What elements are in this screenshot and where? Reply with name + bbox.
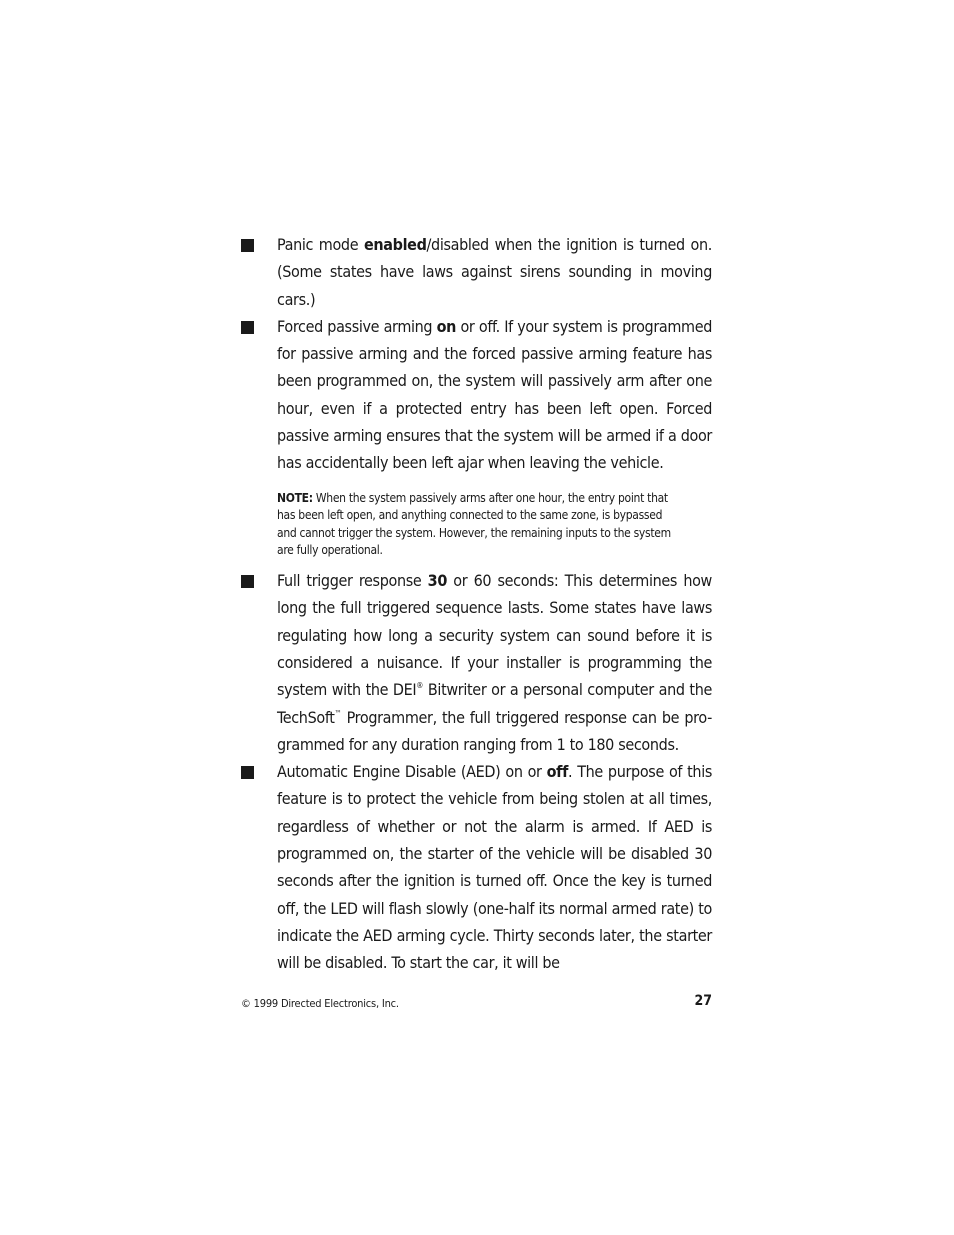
square-bullet-icon <box>241 239 254 252</box>
list-item-forced-passive-arming <box>241 313 712 477</box>
square-bullet-icon <box>241 321 254 334</box>
list-item-text: Forced passive arming on or off. If your system is programmed for passive arming and the forced passive arming feature has been programmed on, the system will passively arm after one hour, even if a protected entry has been left open. Forced passive arming ensures that the system will be armed if a door has accidentally been left ajar when leaving the vehicle. <box>277 316 712 473</box>
note-text: When the system passively arms after one hour, the entry point that has been left open, and anything connected to the same zone, is bypassed and cannot trigger the system. However, the remaining inputs to the system are fully operational. <box>277 490 671 558</box>
list-item-text: Panic mode enabled/disabled when the ignition is turned on. (Some states have laws against sirens sounding in moving cars.) <box>277 235 712 309</box>
list-item-panic-mode <box>241 231 712 313</box>
page-body <box>241 231 712 977</box>
list-item-full-trigger-response <box>241 567 712 758</box>
note-label: NOTE: <box>277 490 313 505</box>
list-item-automatic-engine-disable <box>241 758 712 976</box>
footer-copyright: © 1999 Directed Electronics, Inc. <box>241 997 399 1010</box>
note <box>277 490 677 560</box>
trademark-mark: ™ <box>334 708 342 718</box>
square-bullet-icon <box>241 575 254 588</box>
square-bullet-icon <box>241 766 254 779</box>
page-number: 27 <box>694 993 712 1009</box>
list-item-text: Automatic Engine Disable (AED) on or off. The purpose of this feature is to protect the vehicle from being stolen at all times, regardless of whether or not the alarm is armed. If AED is programmed on, the starter of the vehicle will be disabled 30 seconds after the ignition is turned off. Once the key is turned off, the LED will flash slowly (one-half its normal armed rate) to indicate the AED arming cycle. Thirty seconds later, the starter will be disabled. To start the car, it will be <box>277 762 712 973</box>
list-item-text: Full trigger response 30 or 60 seconds: This determines how long the full triggered sequence lasts. Some states have laws regulating how long a security system can sound before it is considered a nuisance. If your installer is programming the system with the DEI® Bitwriter or a personal computer and the TechSoft™ Programmer, the full triggered response can be pro-grammed for any duration ranging from 1 to 180 seconds. <box>277 571 712 754</box>
registered-mark: ® <box>416 681 424 691</box>
